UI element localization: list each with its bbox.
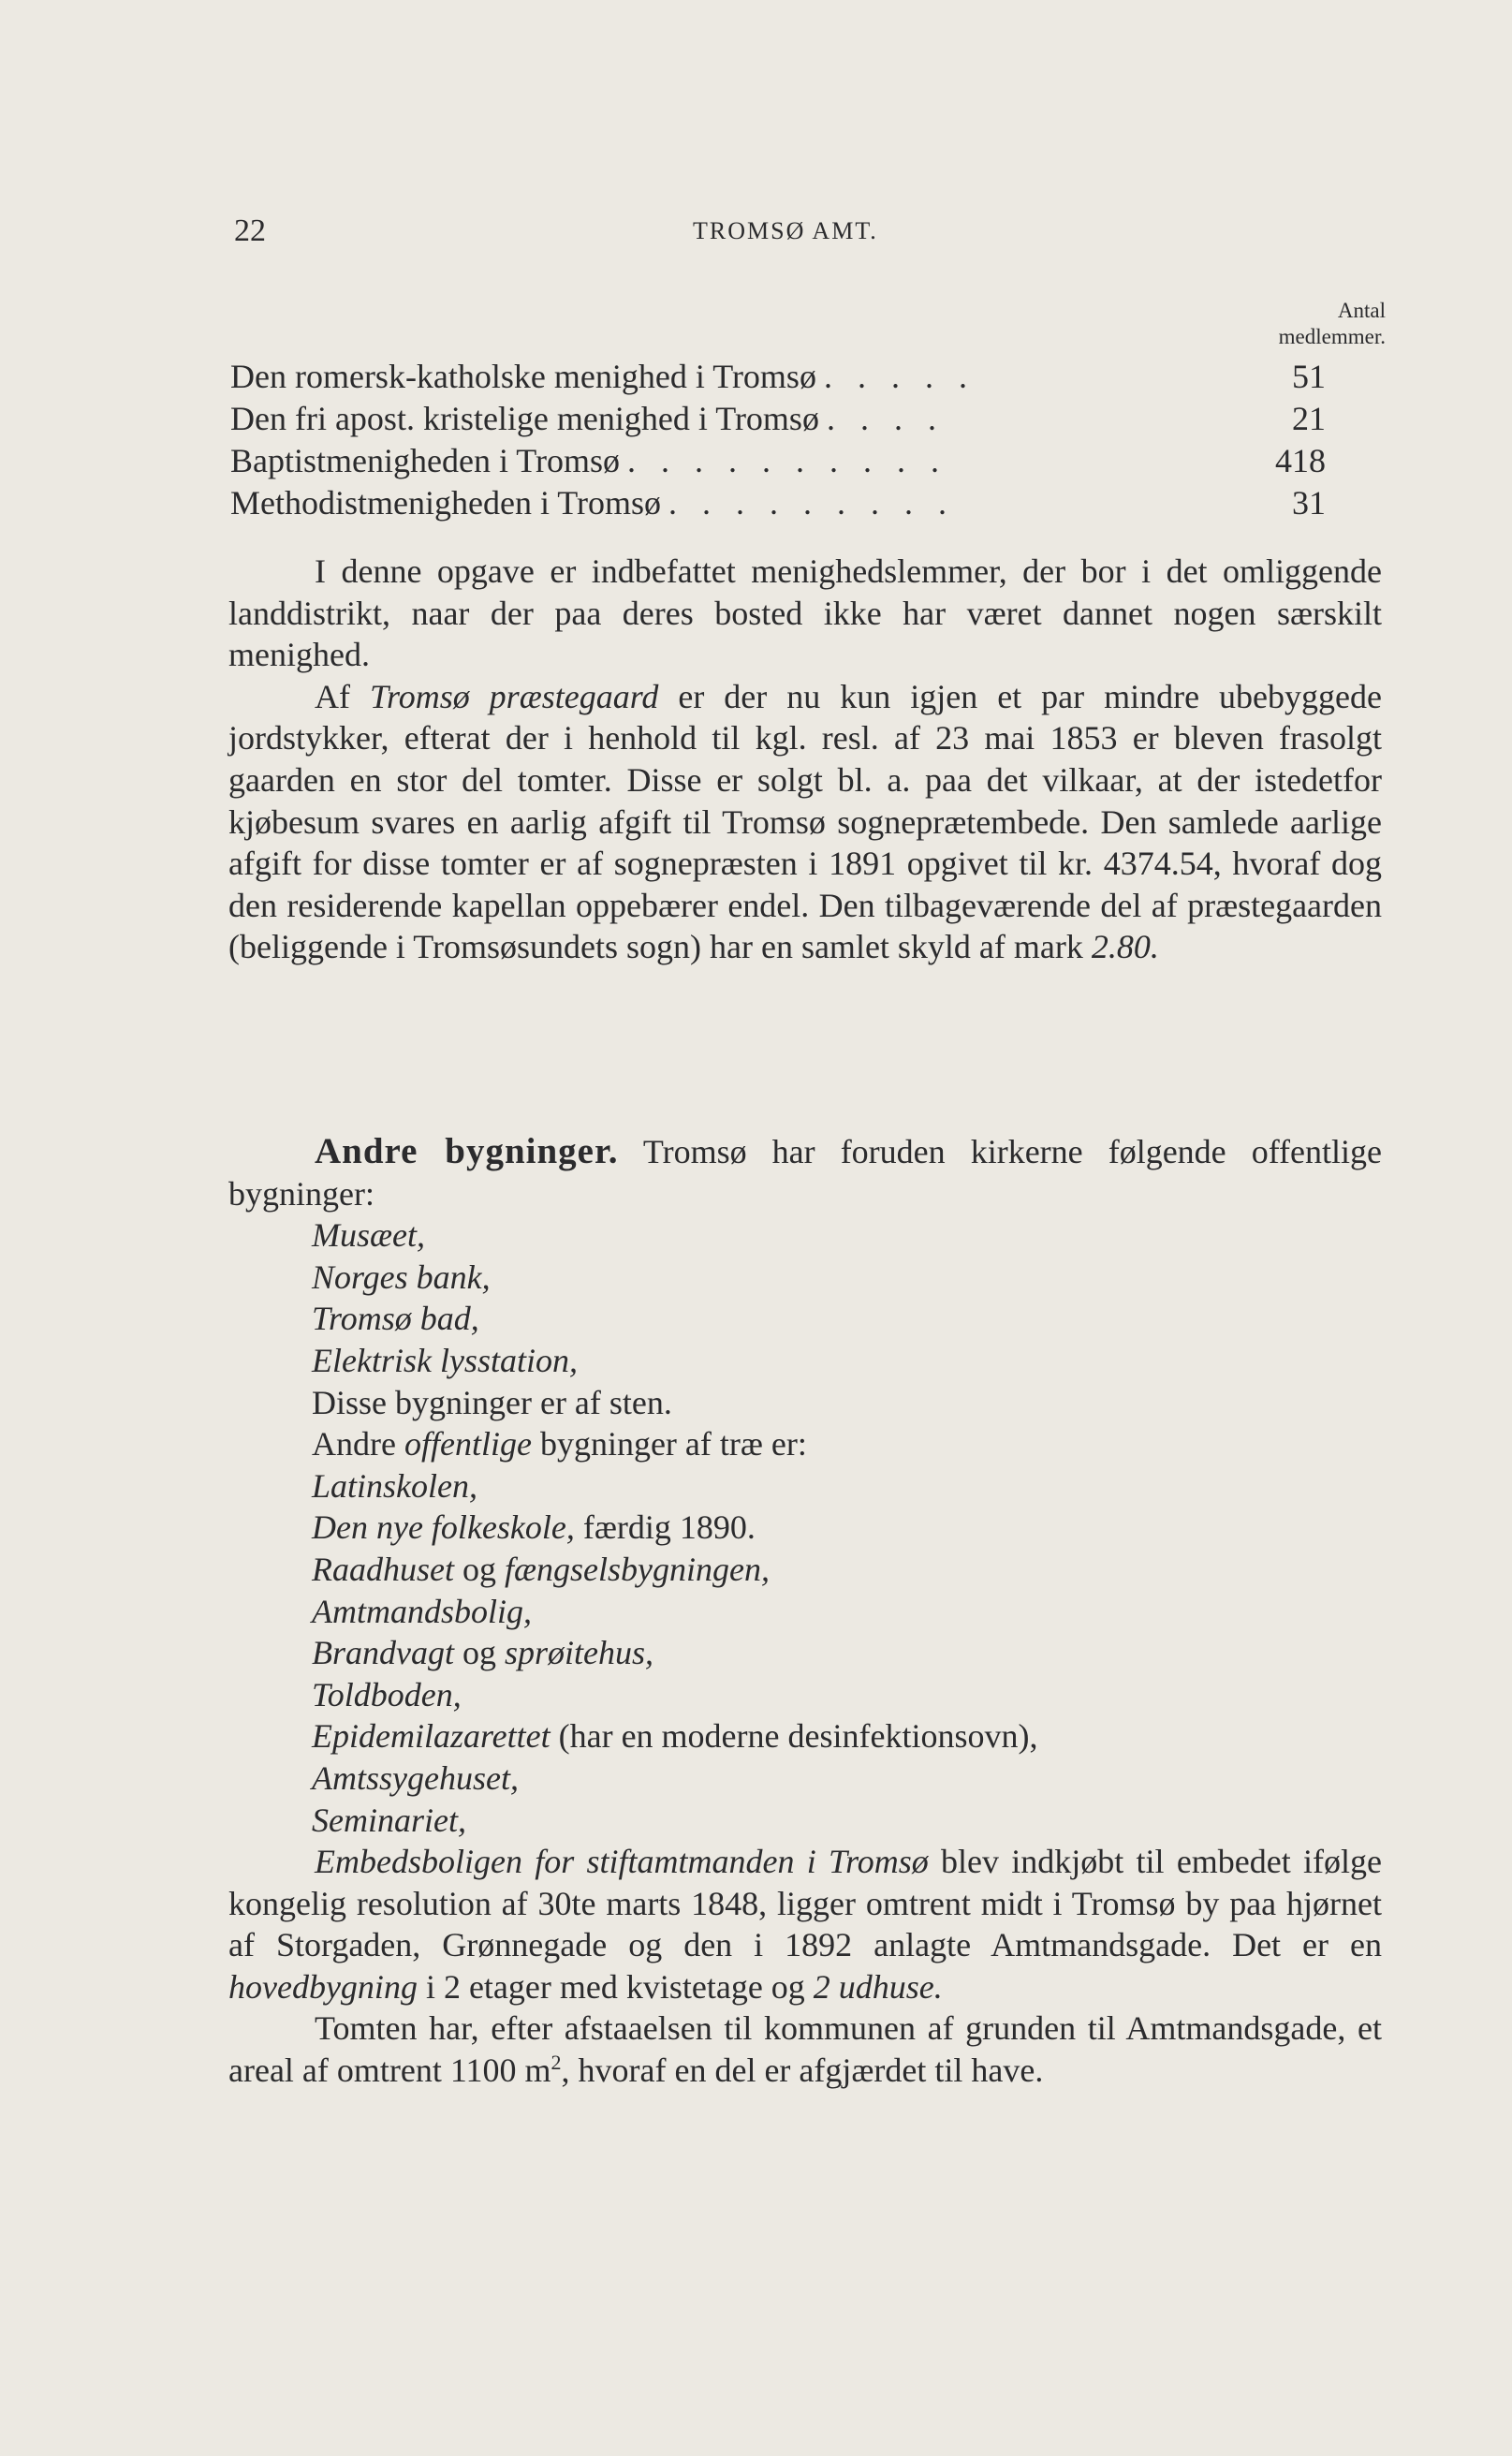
list-item (312, 1632, 1382, 1674)
residence-italic-2: hovedbygning (228, 1967, 418, 2006)
table-row (230, 356, 1326, 398)
wood-intro (312, 1423, 1382, 1465)
plot-text-a: Tomten har, efter afstaaelsen til kommunen af grunden til Amtmandsgade, et areal af omtrent 1100 m (228, 2009, 1382, 2090)
list-item (312, 1549, 1382, 1591)
folkeskole-name: Den nye folkeskole, (312, 1508, 575, 1547)
running-title: TROMSØ AMT. (693, 217, 878, 244)
faengsel-name: fængselsbygningen, (504, 1550, 770, 1588)
parsonage-mark-value: 2.80. (1091, 928, 1159, 966)
brandvagt-name: Brandvagt (312, 1634, 454, 1672)
residence-italic-1: Embedsboligen for stiftamtmanden i Tromsø (315, 1843, 929, 1881)
paragraph-parsonage (228, 676, 1382, 968)
body-text-upper (228, 551, 1382, 968)
parsonage-text: er der nu kun igjen et par mindre ubebyggede jordstykker, efterat der i henhold til kgl. resl. af 23 mai 1853 er bleven frasolgt gaarden en stor del tomter. Disse er solgt bl. a. paa det vilkaar, at der istedetfor kjøbesum svares en aarlig afgift til Tromsø sogneprætembede. Den samlede aarlige afgift for disse tomter er af sognepræsten i 1891 opgivet til kr. 4374.54, hvoraf dog den residerende kapellan oppebærer endel. Den tilbageværende del af præstegaarden (beliggende i Tromsøsundets sogn) har en samlet skyld af mark (228, 677, 1382, 966)
table-row (230, 440, 1326, 482)
plot-superscript: 2 (550, 2051, 562, 2075)
column-header-line2: medlemmer. (1278, 325, 1386, 348)
wood-intro-b: bygninger af træ er: (531, 1425, 807, 1463)
row-dots: . . . . (826, 400, 945, 437)
row-name: Den fri apost. kristelige menighed i Tromsø (230, 400, 819, 437)
list-item: Amtmandsbolig, (312, 1592, 533, 1630)
paragraph-congregation-note: I denne opgave er indbefattet menighedslemmer, der bor i det omliggende landdistrikt, naar der paa deres bosted ikke har været dannet nogen særskilt menighed. (228, 552, 1382, 674)
table-row (230, 482, 1326, 524)
list-item: Tromsø bad, (312, 1300, 479, 1338)
list-item (312, 1715, 1382, 1757)
list-item: Latinskolen, (312, 1466, 477, 1505)
epidemi-rest: (har en moderne desinfektionsovn), (550, 1717, 1038, 1756)
column-header-line1: Antal (1337, 299, 1386, 322)
section-intro (228, 1131, 1382, 1214)
list-item: Toldboden, (312, 1675, 462, 1713)
raadhus-name: Raadhuset (312, 1550, 454, 1588)
page-header (234, 213, 1325, 270)
row-name: Methodistmenigheden i Tromsø (230, 484, 662, 522)
list-item: Seminariet, (312, 1801, 466, 1839)
epidemi-name: Epidemilazarettet (312, 1717, 550, 1756)
row-count: 31 (1292, 484, 1326, 522)
stone-note: Disse bygninger er af sten. (312, 1383, 672, 1421)
row-dots: . . . . . (823, 358, 976, 395)
residence-text-1: blev indkjøbt til embedet ifølge kongelig resolution af 30te marts 1848, ligger omtrent midt i Tromsø by paa hjørnet af Storgaden, Grønnegade og den i 1892 anlagte Amtmandsgade. Det er en (228, 1843, 1383, 1964)
paragraph-plot (228, 2007, 1382, 2091)
paragraph-residence (228, 1841, 1382, 2007)
table-row (230, 398, 1326, 440)
list-item: Elektrisk lysstation, (312, 1341, 578, 1379)
row-name: Den romersk-katholske menighed i Tromsø (230, 358, 816, 395)
members-table (230, 356, 1326, 524)
raadhus-og: og (453, 1550, 505, 1588)
folkeskole-rest: færdig 1890. (574, 1508, 756, 1547)
list-item: Norges bank, (312, 1257, 491, 1296)
parsonage-prefix: Af (315, 677, 370, 715)
parsonage-italic: Tromsø præstegaard (369, 677, 659, 715)
list-item (312, 1507, 1382, 1549)
wood-intro-a: Andre (312, 1425, 404, 1463)
page-number: 22 (234, 213, 266, 248)
list-item: Musæet, (312, 1216, 425, 1255)
row-dots: . . . . . . . . . . (627, 442, 948, 479)
plot-text-b: , hvoraf en del er afgjærdet til have. (561, 2052, 1044, 2090)
body-text-lower (228, 1131, 1382, 2092)
list-item: Amtssygehuset, (312, 1758, 519, 1797)
row-dots: . . . . . . . . . (668, 484, 956, 522)
brandvagt-og: og (453, 1634, 505, 1672)
section-heading: Andre bygninger. (315, 1131, 619, 1171)
residence-text-2: i 2 etager med kvistetage og (417, 1967, 814, 2006)
wood-intro-italic: offentlige (404, 1425, 532, 1463)
sproitehus-name: sprøitehus, (504, 1634, 653, 1672)
section-intro-text: Tromsø har foruden kirkerne følgende offentlige bygninger: (228, 1133, 1382, 1213)
column-header (1217, 298, 1386, 350)
row-count: 418 (1275, 442, 1326, 479)
row-name: Baptistmenigheden i Tromsø (230, 442, 621, 479)
row-count: 51 (1292, 358, 1326, 395)
row-count: 21 (1292, 400, 1326, 437)
residence-italic-3: 2 udhuse. (813, 1967, 943, 2006)
